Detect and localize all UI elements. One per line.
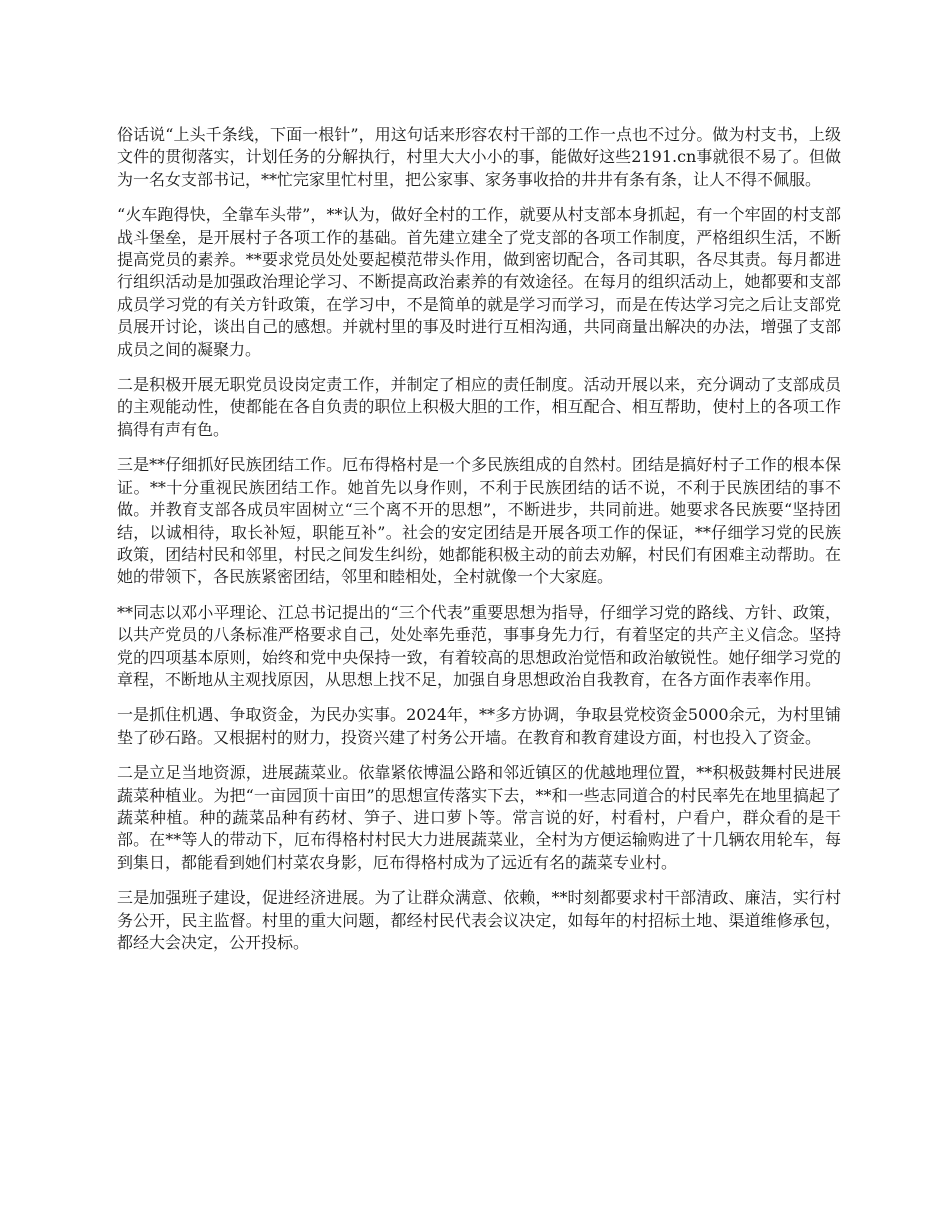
paragraph-6: 一是抓住机遇、争取资金，为民办实事。2024年，**多方协调，争取县党校资金5000余元，为村里铺垫了砂石路。又根据村的财力，投资兴建了村务公开墙。在教育和教育建设方面，村也投入了资金。 bbox=[117, 705, 841, 747]
paragraph-5: **同志以邓小平理论、江总书记提出的“三个代表”重要思想为指导，仔细学习党的路线、方针、政策，以共产党员的八条标准严格要求自己，处处率先垂范，事事身先力行，有着坚定的共产主义信念。坚持党的四项基本原则，始终和党中央保持一致，有着较高的思想政治觉悟和政治敏锐性。她仔细学习党的章程，不断地从主观找原因，从思想上找不足，加强自身思想政治自我教育，在各方面作表率作用。 bbox=[117, 602, 841, 689]
paragraph-1: 俗话说“上头千条线，下面一根针”，用这句话来形容农村干部的工作一点也不过分。做为村支书，上级文件的贯彻落实，计划任务的分解执行，村里大大小小的事，能做好这些2191.cn事就很不易了。但做为一名女支部书记，**忙完家里忙村里，把公家事、家务事收拾的井井有条有条，让人不得不佩服。 bbox=[117, 125, 841, 189]
paragraph-4: 三是**仔细抓好民族团结工作。厄布得格村是一个多民族组成的自然村。团结是搞好村子工作的根本保证。**十分重视民族团结工作。她首先以身作则，不利于民族团结的话不说，不利于民族团结的事不做。并教育支部各成员牢固树立“三个离不开的思想”，不断进步，共同前进。她要求各民族要“坚持团结，以诚相待，取长补短，职能互补”。社会的安定团结是开展各项工作的保证，**仔细学习党的民族政策，团结村民和邻里，村民之间发生纠纷，她都能积极主动的前去劝解，村民们有困难主动帮助。在她的带领下，各民族紧密团结，邻里和睦相处，全村就像一个大家庭。 bbox=[117, 455, 841, 587]
paragraph-3: 二是积极开展无职党员设岗定责工作，并制定了相应的责任制度。活动开展以来，充分调动了支部成员的主观能动性，使都能在各自负责的职位上积极大胆的工作，相互配合、相互帮助，使村上的各项工作搞得有声有色。 bbox=[117, 375, 841, 439]
paragraph-7: 二是立足当地资源，进展蔬菜业。依靠紧依博温公路和邻近镇区的优越地理位置，**积极鼓舞村民进展蔬菜种植业。为把“一亩园顶十亩田”的思想宣传落实下去，**和一些志同道合的村民率先在地里搞起了蔬菜种植。种的蔬菜品种有药材、笋子、进口萝卜等。常言说的好，村看村，户看户，群众看的是干部。在**等人的带动下，厄布得格村村民大力进展蔬菜业，全村为方便运输购进了十几辆农用轮车，每到集日，都能看到她们村菜农身影，厄布得格村成为了远近有名的蔬菜专业村。 bbox=[117, 763, 841, 872]
document-body bbox=[117, 124, 841, 967]
paragraph-2: “火车跑得快，全靠车头带”，**认为，做好全村的工作，就要从村支部本身抓起，有一个牢固的村支部战斗堡垒，是开展村子各项工作的基础。首先建立建全了党支部的各项工作制度，严格组织生活，不断提高党员的素养。**要求党员处处要起模范带头作用，做到密切配合，各司其职，各尽其责。每月都进行组织活动是加强政治理论学习、不断提高政治素养的有效途径。在每月的组织活动上，她都要和支部成员学习党的有关方针政策，在学习中，不是简单的就是学习而学习，而是在传达学习完之后让支部党员展开讨论，谈出自己的感想。并就村里的事及时进行互相沟通，共同商量出解决的办法，增强了支部成员之间的凝聚力。 bbox=[117, 205, 841, 359]
paragraph-8: 三是加强班子建设，促进经济进展。为了让群众满意、依赖，**时刻都要求村干部清政、廉洁，实行村务公开，民主监督。村里的重大问题，都经村民代表会议决定，如每年的村招标土地、渠道维修承包，都经大会决定，公开投标。 bbox=[117, 888, 841, 952]
